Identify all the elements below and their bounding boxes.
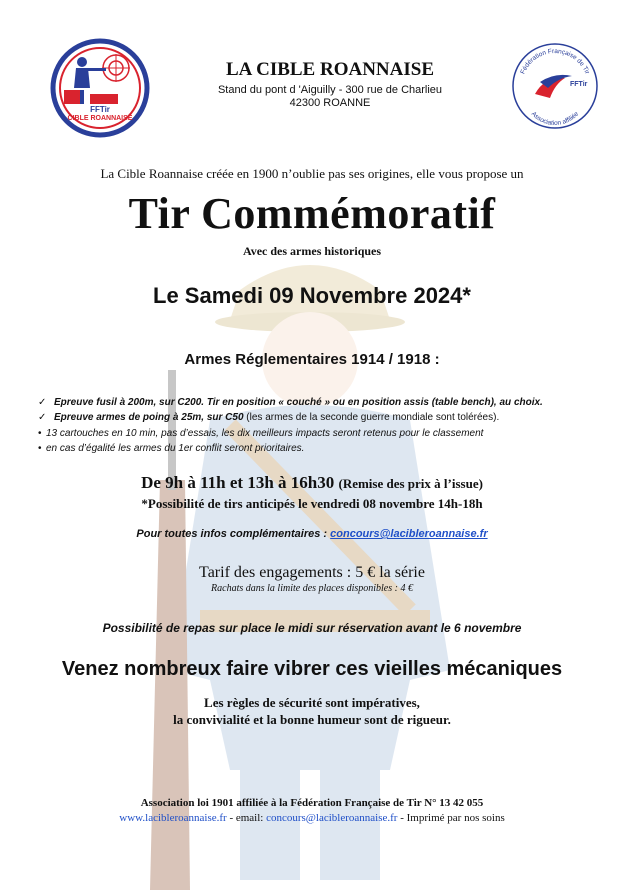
arms-section-title: Armes Réglementaires 1914 / 1918 : [184, 351, 440, 368]
club-logo-badge: FFTir [90, 105, 110, 114]
fft-logo-badge: FFTir [570, 81, 588, 88]
rule-item [38, 412, 598, 423]
fft-logo-top-text: Fédération Française de Tir [519, 47, 591, 76]
tarif-text: Tarif des engagements : 5 € la série [199, 564, 425, 581]
footer-website-link[interactable]: www.lacibleroannaise.fr [119, 812, 227, 824]
event-hours [0, 473, 624, 493]
club-logo [50, 38, 150, 138]
checkmark-icon: ✓ [38, 412, 47, 423]
checkmark-icon: ✓ [38, 397, 47, 408]
rule-text: 13 cartouches en 10 min, pas d’essais, les dix meilleurs impacts seront retenus pour le classement [46, 428, 484, 439]
fft-logo [510, 36, 600, 136]
bullet-icon: • [38, 443, 42, 454]
rule-text: en cas d’égalité les armes du 1er conflit seront prioritaires. [46, 443, 305, 454]
bullet-icon: • [38, 428, 42, 439]
club-name: LA CIBLE ROANNAISE [226, 59, 434, 80]
repas-text: Possibilité de repas sur place le midi sur réservation avant le 6 novembre [102, 621, 522, 635]
event-date: Le Samedi 09 Novembre 2024* [153, 283, 471, 308]
club-address-line2: 42300 ROANNE [289, 97, 371, 109]
footer-contact [0, 812, 624, 824]
event-subtitle: Avec des armes historiques [242, 244, 382, 258]
club-address-line1: Stand du pont d 'Aiguilly - 300 rue de Charlieu [217, 84, 443, 96]
club-logo-text: CIBLE ROANNAISE [67, 115, 133, 122]
rule-bold-text: Epreuve armes de poing à 25m, sur C50 [54, 412, 244, 423]
hours-text: De 9h à 11h et 13h à 16h30 [141, 473, 335, 492]
hours-note: (Remise des prix à l’issue) [338, 476, 483, 491]
info-line [0, 528, 624, 540]
rule-item [38, 428, 598, 439]
rule-bold-text: Epreuve fusil à 200m, sur C200. Tir en position « couché » ou en position assis (table bench), au choix. [54, 397, 543, 408]
event-title: Tir Commémoratif [128, 189, 496, 238]
safety-line-2: la convivialité et la bonne humeur sont de rigueur. [173, 712, 451, 727]
rule-text: (les armes de la seconde guerre mondiale sont tolérées). [243, 412, 500, 423]
intro-text: La Cible Roannaise créée en 1900 n’oublie pas ses origines, elle vous propose un [100, 166, 524, 181]
footer-email-label: - email: [226, 812, 267, 824]
info-label: Pour toutes infos complémentaires : [136, 528, 331, 540]
venez-slogan: Venez nombreux faire vibrer ces vieilles mécaniques [61, 658, 563, 680]
rule-item [38, 397, 598, 408]
safety-line-1: Les règles de sécurité sont impératives, [204, 695, 420, 710]
footer-association: Association loi 1901 affiliée à la Fédération Française de Tir N° 13 42 055 [140, 797, 484, 809]
rachats-text: Rachats dans la limite des places disponibles : 4 € [211, 583, 413, 594]
anticipated-shooting: *Possibilité de tirs anticipés le vendredi 08 novembre 14h-18h [141, 496, 483, 511]
footer-email-link[interactable]: concours@lacibleroannaise.fr [266, 812, 398, 824]
footer-printed: - Imprimé par nos soins [397, 812, 505, 824]
fft-logo-bottom-text: Association affiliée [529, 110, 581, 128]
info-email-link[interactable]: concours@lacibleroannaise.fr [330, 528, 488, 540]
rule-item [38, 443, 598, 454]
